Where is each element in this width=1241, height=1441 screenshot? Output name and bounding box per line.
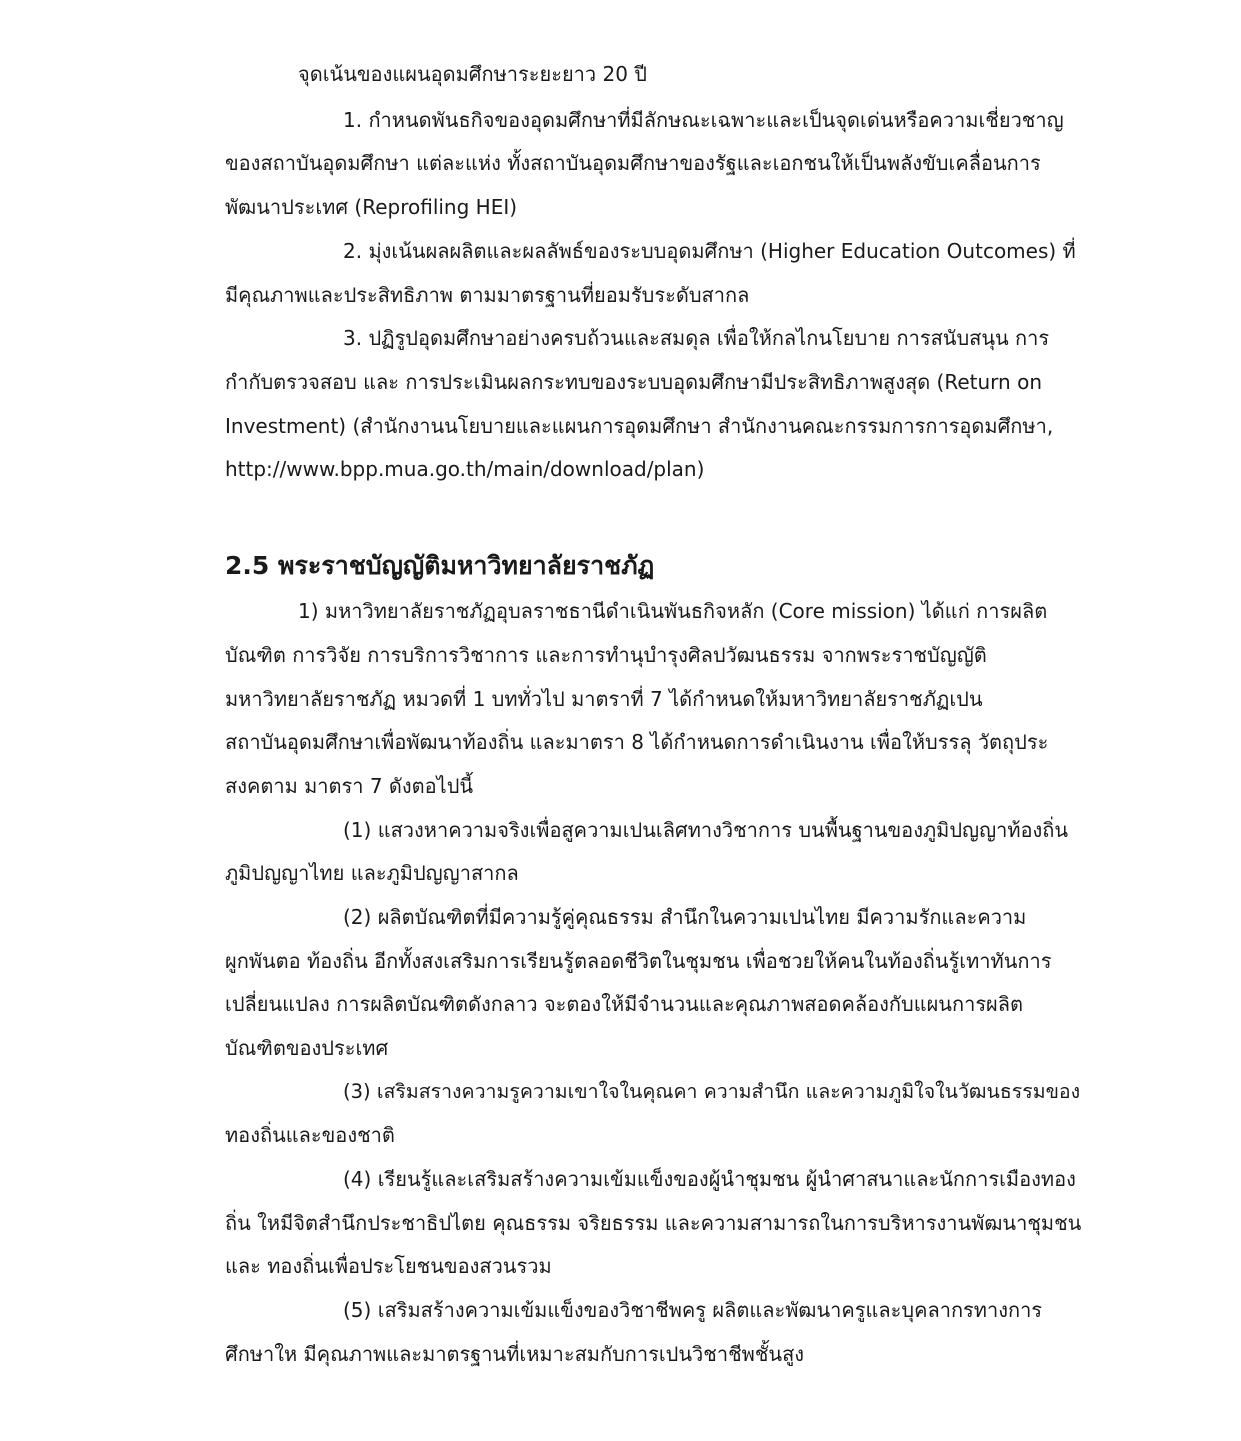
i2-line1: (2) ผลิตบัณฑิตที่มีความรู้คู่คุณธรรม สำนึกในความเปนไทย มีความรักและความ xyxy=(343,905,1027,929)
p1-line1: 1) มหาวิทยาลัยราชภัฏอุบลราชธานีดำเนินพันธกิจหลัก (Core mission) ได้แก่ การผลิต xyxy=(298,599,1048,623)
item3-line2: กำกับตรวจสอบ และ การประเมินผลกระทบของระบบอุดมศึกษามีประสิทธิภาพสูงสุด (Return on xyxy=(225,370,1042,394)
focus-title: จุดเน้นของแผนอุดมศึกษาระยะยาว 20 ปี xyxy=(298,62,648,86)
i2-line4: บัณฑิตของประเทศ xyxy=(225,1036,389,1060)
i5-line1: (5) เสริมสร้างความเข้มแข็งของวิชาชีพครู ผลิตและพัฒนาครูและบุคลากรทางการ xyxy=(343,1298,1043,1322)
item1-line1: 1. กำหนดพันธกิจของอุดมศึกษาที่มีลักษณะเฉพาะและเป็นจุดเด่นหรือความเชี่ยวชาญ xyxy=(343,108,1064,132)
i4-line1: (4) เรียนรู้และเสริมสร้างความเข้มแข็งของผู้นำชุมชน ผู้นำศาสนาและนักการเมืองทอง xyxy=(343,1167,1076,1191)
i5-line2: ศึกษาให มีคุณภาพและมาตรฐานที่เหมาะสมกับการเปนวิชาชีพชั้นสูง xyxy=(225,1342,805,1366)
item1-line2: ของสถาบันอุดมศึกษา แต่ละแห่ง ทั้งสถาบันอุดมศึกษาของรัฐและเอกชนให้เป็นพลังขับเคลื่อนการ xyxy=(225,151,1041,175)
item3-line1: 3. ปฏิรูปอุดมศึกษาอย่างครบถ้วนและสมดุล เพื่อให้กลไกนโยบาย การสนับสนุน การ xyxy=(343,326,1050,350)
i4-line2: ถิ่น ใหมีจิตสำนึกประชาธิปไตย คุณธรรม จริยธรรม และความสามารถในการบริหารงานพัฒนาชุมชน xyxy=(225,1211,1082,1235)
i2-line3: เปลี่ยนแปลง การผลิตบัณฑิตดังกลาว จะตองให้มีจำนวนและคุณภาพสอดคล้องกับแผนการผลิต xyxy=(225,992,1024,1016)
item2-line2: มีคุณภาพและประสิทธิภาพ ตามมาตรฐานที่ยอมรับระดับสากล xyxy=(225,283,750,307)
item2-line1: 2. มุ่งเน้นผลผลิตและผลลัพธ์ของระบบอุดมศึกษา (Higher Education Outcomes) ที่ xyxy=(343,239,1076,263)
i3-line2: ทองถิ่นและของชาติ xyxy=(225,1123,395,1147)
i1-line1: (1) แสวงหาความจริงเพื่อสูความเปนเลิศทางวิชาการ บนพื้นฐานของภูมิปญญาท้องถิ่น xyxy=(343,818,1069,842)
item1-line3: พัฒนาประเทศ (Reprofiling HEI) xyxy=(225,195,518,219)
i4-line3: และ ทองถิ่นเพื่อประโยชนของสวนรวม xyxy=(225,1254,552,1278)
i3-line1: (3) เสริมสรางความรูความเขาใจในคุณคา ความสำนึก และความภูมิใจในวัฒนธรรมของ xyxy=(343,1080,1081,1103)
i2-line2: ผูกพันตอ ท้องถิ่น อีกทั้งสงเสริมการเรียนรู้ตลอดชีวิตในชุมชน เพื่อชวยให้คนในท้องถิ่นรู้เทาทันการ xyxy=(225,949,1052,973)
p1-line3: มหาวิทยาลัยราชภัฏ หมวดที่ 1 บททั่วไป มาตราที่ 7 ได้กำหนดให้มหาวิทยาลัยราชภัฏเปน xyxy=(225,687,983,711)
p1-line5: สงคตาม มาตรา 7 ดังตอไปนี้ xyxy=(225,774,474,798)
p1-line2: บัณฑิต การวิจัย การบริการวิชาการ และการทำนุบำรุงศิลปวัฒนธรรม จากพระราชบัญญัติ xyxy=(225,643,987,667)
i1-line2: ภูมิปญญาไทย และภูมิปญญาสากล xyxy=(225,861,519,885)
item3-line4: http://www.bpp.mua.go.th/main/download/plan) xyxy=(225,457,705,481)
item3-line3: Investment) (สำนักงานนโยบายและแผนการอุดมศึกษา สำนักงานคณะกรรมการการอุดมศึกษา, xyxy=(225,414,1054,438)
p1-line4: สถาบันอุดมศึกษาเพื่อพัฒนาท้องถิ่น และมาตรา 8 ได้กำหนดการดำเนินงาน เพื่อให้บรรลุ วัตถุประ xyxy=(225,730,1049,754)
section-heading: 2.5 พระราชบัญญัติมหาวิทยาลัยราชภัฏ xyxy=(225,551,655,580)
